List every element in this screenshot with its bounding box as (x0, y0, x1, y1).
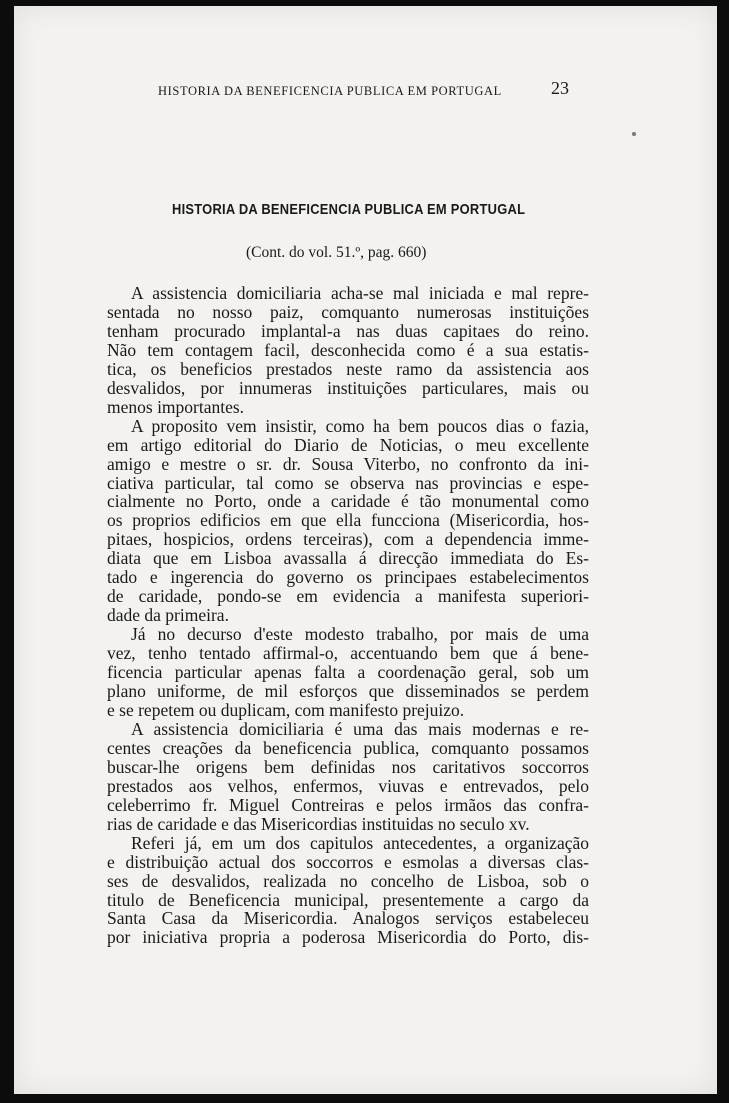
text-line: buscar-lhe origens bem definidas nos caritativos soccorros (107, 756, 589, 777)
book-page (14, 6, 717, 1094)
text-line: desvalidos, por innumeras instituições particulares, mais ou (107, 377, 589, 398)
text-line: e distribuição actual dos soccorros e esmolas a diversas clas- (107, 851, 589, 872)
text-line: rias de caridade e das Misericordias instituidas no seculo xv. (107, 813, 530, 834)
text-line: A assistencia domiciliaria acha-se mal iniciada e mal repre- (131, 283, 589, 303)
text-line: ficencia particular apenas falta a coordenação geral, sob um (107, 662, 589, 683)
text-line: diata que em Lisboa avassalla á direcção immediata do Es- (107, 548, 589, 569)
text-line: em artigo editorial do Diario de Noticias, o meu excellente (107, 434, 589, 455)
text-line: A assistencia domiciliaria é uma das mais modernas e re- (131, 718, 589, 739)
text-line: amigo e mestre o sr. dr. Sousa Viterbo, no confronto da ini- (107, 453, 589, 474)
running-header-title: HISTORIA DA BENEFICENCIA PUBLICA EM PORTUGAL (158, 84, 502, 98)
text-line: os proprios edificios em que ella funcciona (Misericordia, hos- (107, 510, 589, 531)
text-line: Já no decurso d'este modesto trabalho, por mais de uma (131, 624, 589, 645)
text-line: A proposito vem insistir, como ha bem poucos dias o fazia, (131, 415, 589, 436)
text-line: tenham procurado implantal-a nas duas capitaes do reino. (107, 320, 589, 341)
text-line: plano uniforme, de mil esforços que disseminados se perdem (107, 681, 589, 702)
text-line: centes creações da beneficencia publica, comquanto possamos (107, 737, 589, 758)
text-line: de caridade, pondo-se em evidencia a manifesta superiori- (107, 586, 589, 607)
text-line: celeberrimo fr. Miguel Contreiras e pelos irmãos das confra- (107, 794, 589, 815)
text-line: ses de desvalidos, realizada no concelho de Lisboa, sob o (107, 870, 589, 891)
text-line: por iniciativa propria a poderosa Misericordia do Porto, dis- (107, 927, 589, 948)
text-line: Santa Casa da Misericordia. Analogos serviços estabeleceu (107, 908, 589, 929)
text-line: e se repetem ou duplicam, com manifesto prejuizo. (107, 699, 465, 720)
text-line: menos importantes. (107, 396, 245, 417)
text-line: pitaes, hospicios, ordens terceiras), com a dependencia imme- (107, 529, 589, 550)
page-number: 23 (551, 78, 569, 98)
text-line: Não tem contagem facil, desconhecida como é a sua estatis- (107, 339, 589, 360)
text-line: tica, os beneficios prestados neste ramo da assistencia aos (107, 358, 589, 379)
text-line: vez, tenho tentado affirmal-o, accentuando bem que á bene- (107, 643, 589, 664)
text-line: cialmente no Porto, onde a caridade é tão monumental como (107, 491, 589, 512)
text-line: dade da primeira. (107, 605, 229, 626)
text-line: ciativa particular, tal como se observa nas provincias e espe- (107, 472, 589, 493)
text-line: prestados aos velhos, enfermos, viuvas e entrevados, pelo (107, 775, 589, 796)
body-text (107, 284, 589, 947)
text-line: Referi já, em um dos capitulos antecedentes, a organização (131, 832, 589, 853)
text-line: sentada no nosso paiz, comquanto numerosas instituições (107, 301, 589, 322)
continuation-note: (Cont. do vol. 51.º, pag. 660) (246, 244, 427, 261)
text-line: tado e ingerencia do governo os principaes estabelecimentos (107, 567, 589, 588)
print-speck (632, 132, 636, 136)
article-title: HISTORIA DA BENEFICENCIA PUBLICA EM PORTUGAL (172, 201, 526, 218)
text-line: titulo de Beneficencia municipal, presentemente a cargo da (107, 889, 589, 910)
